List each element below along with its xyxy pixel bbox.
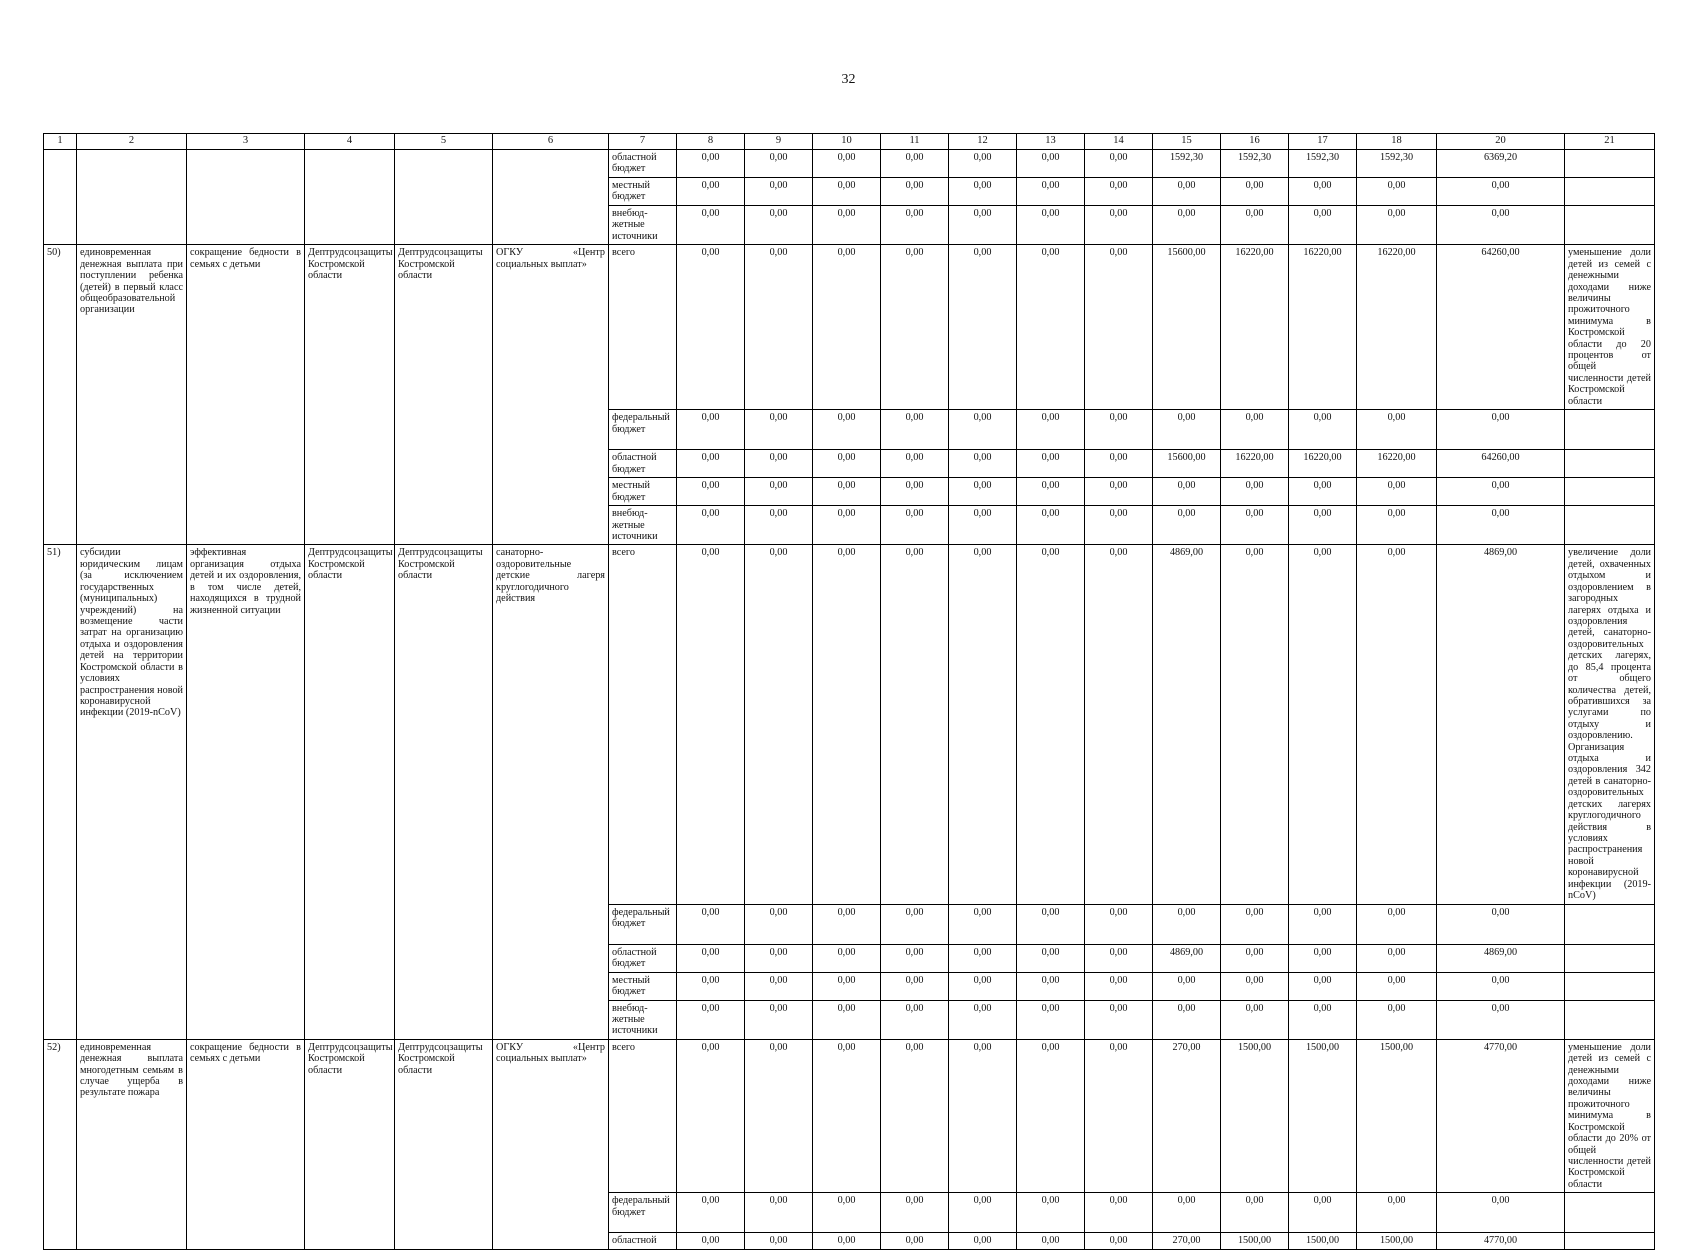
column-number: 1 [44, 134, 77, 150]
amount-cell: 4770,00 [1437, 1233, 1565, 1249]
amount-cell: 0,00 [745, 478, 813, 506]
amount-cell: 0,00 [745, 450, 813, 478]
amount-cell: 0,00 [813, 1233, 881, 1249]
amount-cell: 6369,20 [1437, 150, 1565, 178]
funding-source-cell: внебюд-жетные источники [609, 506, 677, 545]
amount-cell: 0,00 [1153, 178, 1221, 206]
amount-cell: 0,00 [1085, 545, 1153, 904]
amount-cell: 0,00 [1017, 410, 1085, 450]
executor-cell: Дептрудсоцзащиты Костромской области [395, 1039, 493, 1249]
expected-result-cell [1565, 410, 1655, 450]
amount-cell: 0,00 [677, 1193, 745, 1233]
amount-cell: 0,00 [813, 478, 881, 506]
funding-source-cell: областной бюджет [609, 150, 677, 178]
column-number: 17 [1289, 134, 1357, 150]
column-number: 9 [745, 134, 813, 150]
column-number: 5 [395, 134, 493, 150]
amount-cell: 0,00 [677, 410, 745, 450]
amount-cell: 0,00 [1085, 1000, 1153, 1039]
amount-cell: 0,00 [1289, 1193, 1357, 1233]
funding-source-cell: областной бюджет [609, 450, 677, 478]
expected-result-cell [1565, 972, 1655, 1000]
amount-cell: 0,00 [1153, 1193, 1221, 1233]
column-number: 8 [677, 134, 745, 150]
amount-cell: 4869,00 [1153, 545, 1221, 904]
amount-cell: 0,00 [949, 545, 1017, 904]
amount-cell: 0,00 [1085, 206, 1153, 245]
coordinator-cell: Дептрудсоцзащиты Костромской области [305, 245, 395, 545]
amount-cell: 0,00 [881, 1000, 949, 1039]
amount-cell: 0,00 [745, 972, 813, 1000]
recipient-cell: ОГКУ «Центр социальных выплат» [493, 1039, 609, 1249]
expected-result-cell: уменьшение доли детей из семей с денежными доходами ниже величины прожиточного минимума в Костромской области до 20 процентов от общей численности детей Костромской области [1565, 245, 1655, 410]
amount-cell: 0,00 [1085, 972, 1153, 1000]
amount-cell: 0,00 [745, 545, 813, 904]
expected-result-cell [1565, 178, 1655, 206]
amount-cell: 0,00 [813, 1039, 881, 1192]
amount-cell: 0,00 [813, 545, 881, 904]
measure-number-cell: 50) [44, 245, 77, 545]
amount-cell: 0,00 [1085, 178, 1153, 206]
amount-cell: 0,00 [1017, 506, 1085, 545]
amount-cell: 0,00 [949, 1039, 1017, 1192]
measure-number-cell: 52) [44, 1039, 77, 1249]
amount-cell: 0,00 [745, 1233, 813, 1249]
amount-cell: 0,00 [1357, 972, 1437, 1000]
amount-cell: 0,00 [745, 1000, 813, 1039]
amount-cell: 4869,00 [1153, 944, 1221, 972]
expected-result-cell [1565, 1233, 1655, 1249]
expected-result-cell: уменьшение доли детей из семей с денежными доходами ниже величины прожиточного минимума в Костромской области до 20% от общей численности детей Костромской области [1565, 1039, 1655, 1192]
amount-cell: 0,00 [1085, 1233, 1153, 1249]
amount-cell: 0,00 [881, 506, 949, 545]
expected-result-cell [1565, 150, 1655, 178]
amount-cell: 0,00 [881, 478, 949, 506]
amount-cell: 0,00 [1153, 478, 1221, 506]
amount-cell: 0,00 [881, 944, 949, 972]
amount-cell: 0,00 [881, 410, 949, 450]
expected-result-cell [1565, 1193, 1655, 1233]
amount-cell: 0,00 [813, 944, 881, 972]
amount-cell: 1592,30 [1221, 150, 1289, 178]
amount-cell: 0,00 [1017, 1193, 1085, 1233]
amount-cell: 0,00 [1017, 972, 1085, 1000]
amount-cell: 0,00 [1357, 206, 1437, 245]
funding-source-cell: всего [609, 245, 677, 410]
amount-cell: 0,00 [1221, 904, 1289, 944]
measure-goal-cell: сокращение бедности в семьях с детьми [187, 245, 305, 545]
amount-cell: 0,00 [1085, 904, 1153, 944]
funding-source-cell: областной бюджет [609, 944, 677, 972]
amount-cell: 4770,00 [1437, 1039, 1565, 1192]
amount-cell: 0,00 [1437, 206, 1565, 245]
amount-cell: 0,00 [1437, 410, 1565, 450]
column-number: 3 [187, 134, 305, 150]
amount-cell: 64260,00 [1437, 450, 1565, 478]
column-number: 11 [881, 134, 949, 150]
amount-cell: 0,00 [1017, 1000, 1085, 1039]
amount-cell: 0,00 [813, 1000, 881, 1039]
amount-cell: 0,00 [1221, 506, 1289, 545]
amount-cell: 0,00 [745, 178, 813, 206]
amount-cell: 0,00 [677, 1233, 745, 1249]
amount-cell: 0,00 [949, 904, 1017, 944]
funding-source-cell: местный бюджет [609, 478, 677, 506]
amount-cell: 0,00 [677, 178, 745, 206]
amount-cell: 0,00 [1289, 545, 1357, 904]
amount-cell: 0,00 [813, 410, 881, 450]
amount-cell: 0,00 [949, 478, 1017, 506]
amount-cell: 1592,30 [1357, 150, 1437, 178]
amount-cell: 0,00 [1437, 478, 1565, 506]
amount-cell: 0,00 [1289, 206, 1357, 245]
measure-name-cell: единовременная денежная выплата при поступлении ребенка (детей) в первый класс общеобразовательной организации [77, 245, 187, 545]
amount-cell: 0,00 [1221, 944, 1289, 972]
amount-cell: 0,00 [1357, 545, 1437, 904]
amount-cell: 0,00 [1085, 450, 1153, 478]
amount-cell: 0,00 [745, 245, 813, 410]
executor-cell: Дептрудсоцзащиты Костромской области [395, 245, 493, 545]
amount-cell: 0,00 [1085, 478, 1153, 506]
coordinator-cell: Дептрудсоцзащиты Костромской области [305, 1039, 395, 1249]
amount-cell: 0,00 [677, 904, 745, 944]
amount-cell: 0,00 [1085, 410, 1153, 450]
column-number: 20 [1437, 134, 1565, 150]
column-number: 16 [1221, 134, 1289, 150]
funding-source-cell: местный бюджет [609, 178, 677, 206]
funding-source-cell: областной [609, 1233, 677, 1249]
amount-cell: 0,00 [813, 178, 881, 206]
amount-cell: 0,00 [745, 1193, 813, 1233]
funding-source-cell: внебюд-жетные источники [609, 206, 677, 245]
amount-cell: 0,00 [881, 545, 949, 904]
amount-cell: 0,00 [949, 150, 1017, 178]
amount-cell: 0,00 [1437, 178, 1565, 206]
table-row [44, 1039, 1655, 1192]
amount-cell: 0,00 [813, 245, 881, 410]
amount-cell: 0,00 [677, 506, 745, 545]
amount-cell: 0,00 [1357, 478, 1437, 506]
amount-cell: 0,00 [1437, 506, 1565, 545]
amount-cell: 0,00 [1437, 904, 1565, 944]
amount-cell: 0,00 [1017, 1039, 1085, 1192]
amount-cell: 0,00 [949, 1000, 1017, 1039]
amount-cell: 0,00 [1017, 904, 1085, 944]
expected-result-cell [1565, 450, 1655, 478]
amount-cell: 0,00 [1289, 506, 1357, 545]
amount-cell: 0,00 [1085, 150, 1153, 178]
expected-result-cell [1565, 1000, 1655, 1039]
budget-table [43, 133, 1655, 1250]
amount-cell: 0,00 [813, 972, 881, 1000]
amount-cell: 0,00 [1017, 206, 1085, 245]
amount-cell: 0,00 [881, 150, 949, 178]
measure-number-cell: 51) [44, 545, 77, 1039]
measure-number-cell [44, 150, 77, 245]
amount-cell: 1500,00 [1221, 1233, 1289, 1249]
amount-cell: 0,00 [1017, 245, 1085, 410]
amount-cell: 270,00 [1153, 1233, 1221, 1249]
amount-cell: 16220,00 [1221, 450, 1289, 478]
amount-cell: 1592,30 [1289, 150, 1357, 178]
amount-cell: 0,00 [1437, 972, 1565, 1000]
table-row [44, 150, 1655, 178]
amount-cell: 0,00 [1221, 545, 1289, 904]
amount-cell: 0,00 [1357, 944, 1437, 972]
amount-cell: 0,00 [813, 206, 881, 245]
expected-result-cell [1565, 506, 1655, 545]
amount-cell: 1592,30 [1153, 150, 1221, 178]
amount-cell: 0,00 [1289, 478, 1357, 506]
amount-cell: 0,00 [881, 1039, 949, 1192]
amount-cell: 0,00 [1437, 1000, 1565, 1039]
amount-cell: 4869,00 [1437, 545, 1565, 904]
amount-cell: 0,00 [677, 478, 745, 506]
amount-cell: 0,00 [1437, 1193, 1565, 1233]
amount-cell: 0,00 [949, 506, 1017, 545]
amount-cell: 0,00 [1357, 410, 1437, 450]
amount-cell: 0,00 [1153, 904, 1221, 944]
amount-cell: 1500,00 [1289, 1233, 1357, 1249]
column-number: 14 [1085, 134, 1153, 150]
measure-goal-cell: эффективная организация отдыха детей и их оздоровления, в том числе детей, находящихся в трудной жизненной ситуации [187, 545, 305, 1039]
column-number: 7 [609, 134, 677, 150]
amount-cell: 0,00 [1017, 944, 1085, 972]
amount-cell: 0,00 [881, 972, 949, 1000]
amount-cell: 15600,00 [1153, 450, 1221, 478]
amount-cell: 0,00 [1221, 1193, 1289, 1233]
funding-source-cell: местный бюджет [609, 972, 677, 1000]
table-row [44, 245, 1655, 410]
amount-cell: 0,00 [1289, 944, 1357, 972]
amount-cell: 0,00 [677, 150, 745, 178]
coordinator-cell [305, 150, 395, 245]
funding-source-cell: внебюд-жетные источники [609, 1000, 677, 1039]
amount-cell: 64260,00 [1437, 245, 1565, 410]
amount-cell: 0,00 [1017, 450, 1085, 478]
amount-cell: 16220,00 [1221, 245, 1289, 410]
amount-cell: 0,00 [1085, 944, 1153, 972]
amount-cell: 0,00 [949, 178, 1017, 206]
amount-cell: 0,00 [881, 1193, 949, 1233]
amount-cell: 270,00 [1153, 1039, 1221, 1192]
column-number: 15 [1153, 134, 1221, 150]
column-number-row [44, 134, 1655, 150]
amount-cell: 0,00 [1153, 972, 1221, 1000]
coordinator-cell: Дептрудсоцзащиты Костромской области [305, 545, 395, 1039]
table-row [44, 545, 1655, 904]
amount-cell: 0,00 [1289, 178, 1357, 206]
recipient-cell: санаторно-оздоровительные детские лагеря круглогодичного действия [493, 545, 609, 1039]
amount-cell: 16220,00 [1289, 245, 1357, 410]
amount-cell: 0,00 [1357, 506, 1437, 545]
amount-cell: 0,00 [881, 1233, 949, 1249]
amount-cell: 0,00 [677, 245, 745, 410]
column-number: 21 [1565, 134, 1655, 150]
amount-cell: 0,00 [881, 206, 949, 245]
amount-cell: 0,00 [1357, 904, 1437, 944]
amount-cell: 0,00 [1153, 410, 1221, 450]
amount-cell: 16220,00 [1289, 450, 1357, 478]
amount-cell: 0,00 [745, 410, 813, 450]
measure-name-cell [77, 150, 187, 245]
amount-cell: 0,00 [813, 1193, 881, 1233]
amount-cell: 0,00 [949, 1233, 1017, 1249]
amount-cell: 0,00 [1289, 1000, 1357, 1039]
amount-cell: 0,00 [813, 450, 881, 478]
amount-cell: 0,00 [1221, 1000, 1289, 1039]
funding-source-cell: федеральный бюджет [609, 410, 677, 450]
amount-cell: 0,00 [677, 450, 745, 478]
column-number: 6 [493, 134, 609, 150]
amount-cell: 0,00 [1153, 206, 1221, 245]
amount-cell: 0,00 [949, 972, 1017, 1000]
amount-cell: 0,00 [745, 1039, 813, 1192]
amount-cell: 0,00 [677, 972, 745, 1000]
measure-name-cell: субсидии юридическим лицам (за исключением государственных (муниципальных) учреждений) на возмещение части затрат на организацию отдыха и оздоровления детей на территории Костромской области в условиях распространения новой коронавирусной инфекции (2019-nCoV) [77, 545, 187, 1039]
amount-cell: 0,00 [745, 904, 813, 944]
amount-cell: 0,00 [1289, 410, 1357, 450]
amount-cell: 0,00 [949, 245, 1017, 410]
amount-cell: 0,00 [1085, 245, 1153, 410]
amount-cell: 0,00 [1289, 972, 1357, 1000]
measure-goal-cell: сокращение бедности в семьях с детьми [187, 1039, 305, 1249]
amount-cell: 1500,00 [1289, 1039, 1357, 1192]
amount-cell: 0,00 [1017, 150, 1085, 178]
funding-source-cell: федеральный бюджет [609, 904, 677, 944]
amount-cell: 0,00 [1153, 1000, 1221, 1039]
amount-cell: 0,00 [1221, 478, 1289, 506]
amount-cell: 0,00 [745, 150, 813, 178]
amount-cell: 15600,00 [1153, 245, 1221, 410]
page-number: 32 [841, 72, 856, 87]
amount-cell: 0,00 [1357, 1193, 1437, 1233]
amount-cell: 0,00 [1289, 904, 1357, 944]
amount-cell: 0,00 [949, 1193, 1017, 1233]
amount-cell: 0,00 [1085, 1193, 1153, 1233]
expected-result-cell [1565, 904, 1655, 944]
amount-cell: 0,00 [677, 206, 745, 245]
amount-cell: 0,00 [881, 178, 949, 206]
column-number: 2 [77, 134, 187, 150]
amount-cell: 0,00 [1221, 972, 1289, 1000]
expected-result-cell [1565, 478, 1655, 506]
amount-cell: 0,00 [1085, 1039, 1153, 1192]
amount-cell: 0,00 [949, 206, 1017, 245]
amount-cell: 0,00 [1017, 178, 1085, 206]
measure-goal-cell [187, 150, 305, 245]
column-number: 12 [949, 134, 1017, 150]
amount-cell: 0,00 [1017, 478, 1085, 506]
amount-cell: 0,00 [881, 245, 949, 410]
amount-cell: 0,00 [1221, 410, 1289, 450]
amount-cell: 0,00 [1085, 506, 1153, 545]
funding-source-cell: федеральный бюджет [609, 1193, 677, 1233]
amount-cell: 1500,00 [1357, 1039, 1437, 1192]
amount-cell: 0,00 [881, 450, 949, 478]
amount-cell: 0,00 [813, 150, 881, 178]
amount-cell: 0,00 [677, 545, 745, 904]
amount-cell: 0,00 [745, 944, 813, 972]
column-number: 4 [305, 134, 395, 150]
amount-cell: 0,00 [813, 904, 881, 944]
expected-result-cell [1565, 944, 1655, 972]
amount-cell: 0,00 [1357, 178, 1437, 206]
measure-name-cell: единовременная денежная выплата многодетным семьям в случае ущерба в результате пожара [77, 1039, 187, 1249]
amount-cell: 0,00 [1221, 206, 1289, 245]
amount-cell: 0,00 [1153, 506, 1221, 545]
expected-result-cell [1565, 206, 1655, 245]
column-number: 18 [1357, 134, 1437, 150]
amount-cell: 0,00 [949, 450, 1017, 478]
amount-cell: 0,00 [1221, 178, 1289, 206]
amount-cell: 0,00 [1017, 1233, 1085, 1249]
amount-cell: 0,00 [881, 904, 949, 944]
amount-cell: 0,00 [745, 206, 813, 245]
amount-cell: 0,00 [677, 944, 745, 972]
recipient-cell: ОГКУ «Центр социальных выплат» [493, 245, 609, 545]
amount-cell: 0,00 [949, 944, 1017, 972]
amount-cell: 16220,00 [1357, 450, 1437, 478]
amount-cell: 16220,00 [1357, 245, 1437, 410]
expected-result-cell: увеличение доли детей, охваченных отдыхом и оздоровлением в загородных лагерях отдыха и оздоровления детей, санаторно-оздоровительных детских лагерях, до 85,4 процента от общего количества детей, обратившихся за услугами по отдыху и оздоровлению. Организация отдыха и оздоровления 342 детей в санаторно-оздоровительных детских лагерях круглогодичного действия в условиях распространения новой коронавирусной инфекции (2019-nCoV) [1565, 545, 1655, 904]
amount-cell: 0,00 [1017, 545, 1085, 904]
column-number: 10 [813, 134, 881, 150]
amount-cell: 0,00 [677, 1039, 745, 1192]
amount-cell: 1500,00 [1357, 1233, 1437, 1249]
executor-cell: Дептрудсоцзащиты Костромской области [395, 545, 493, 1039]
amount-cell: 0,00 [1357, 1000, 1437, 1039]
amount-cell: 0,00 [813, 506, 881, 545]
amount-cell: 1500,00 [1221, 1039, 1289, 1192]
funding-source-cell: всего [609, 1039, 677, 1192]
column-number: 13 [1017, 134, 1085, 150]
amount-cell: 0,00 [949, 410, 1017, 450]
executor-cell [395, 150, 493, 245]
recipient-cell [493, 150, 609, 245]
funding-source-cell: всего [609, 545, 677, 904]
amount-cell: 4869,00 [1437, 944, 1565, 972]
amount-cell: 0,00 [677, 1000, 745, 1039]
amount-cell: 0,00 [745, 506, 813, 545]
